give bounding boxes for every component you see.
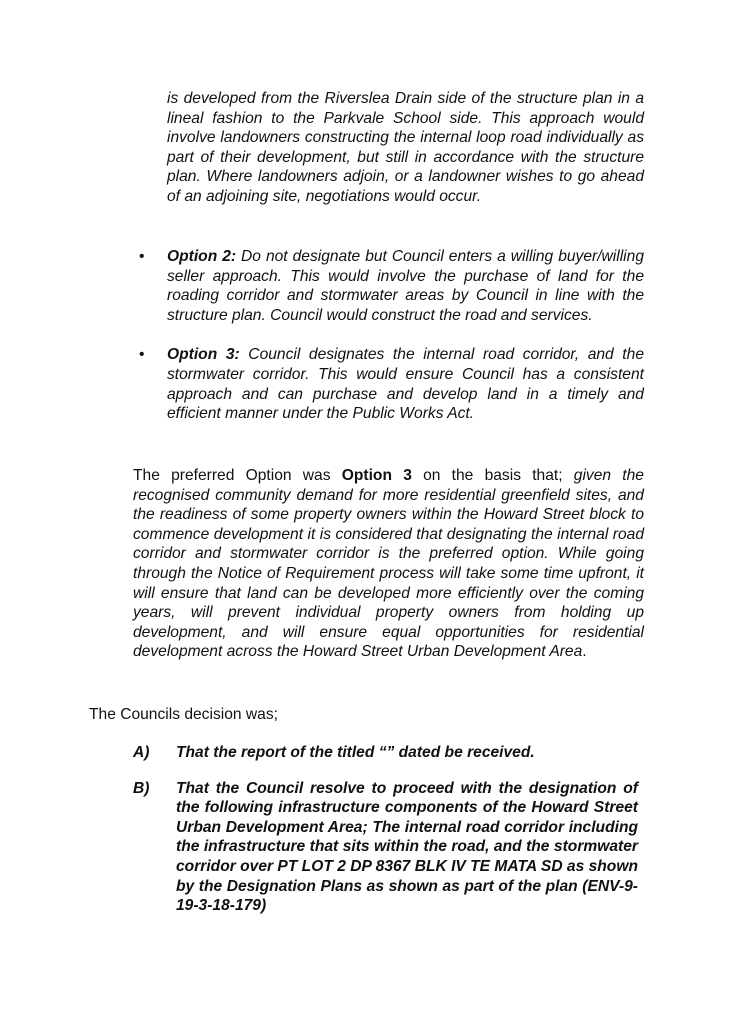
option-3-text: Council designates the internal road corridor, and the stormwater corridor. This would ensure Council has a consistent approach and can purchase and develop land in a timely and efficient manner under the Public Works Act. [167, 346, 644, 423]
preferred-mid: on the basis that; [411, 467, 574, 484]
option-3-label: Option 3: [167, 346, 240, 364]
resolution-b-text: That the Council resolve to proceed with the designation of the following infrastructure components of the Howard Street Urban Development Area; The internal road corridor including the infrastructure that sits within the road, and the stormwater corridor over PT LOT 2 DP 8367 BLK IV TE MATA SD as shown by the Designation Plans as shown as part of the plan (ENV-9-19-3-18-179) [176, 779, 638, 915]
bullet-icon: • [139, 248, 145, 265]
options-list [133, 247, 644, 444]
preferred-lead: The preferred Option was [133, 467, 342, 484]
option-2-item [133, 247, 644, 325]
preferred-rationale: given the recognised community demand for more residential greenfield sites, and the readiness of some property owners within the Howard Street block to commence development it is considered that designating the internal road corridor and stormwater corridor is the preferred option. While going through the Notice of Requirement process will take some time upfront, it will ensure that land can be developed more efficiently over the coming years, will prevent individual property owners from holding up development, and will ensure equal opportunities for residential development across the Howard Street Urban Development Area [133, 467, 644, 661]
resolution-a [133, 743, 638, 763]
intro-paragraph: is developed from the Riverslea Drain side of the structure plan in a lineal fashion to the Parkvale School side. This approach would involve landowners constructing the internal loop road individually as part of their development, but still in accordance with the structure plan. Where landowners adjoin, or a landowner wishes to go ahead of an adjoining site, negotiations would occur. [167, 90, 644, 205]
option-2-label: Option 2: [167, 248, 237, 265]
bullet-icon: • [139, 346, 145, 364]
resolutions-list [133, 743, 638, 932]
resolution-a-text: That the report of the titled “” dated be received. [176, 744, 535, 761]
option-2-text: Do not designate but Council enters a willing buyer/willing seller approach. This would involve the purchase of land for the roading corridor and stormwater areas by Council in line with the structure plan. Council would construct the road and services. [167, 248, 644, 324]
preferred-end: . [582, 643, 587, 661]
resolution-b-letter: B) [133, 779, 150, 797]
resolution-b [133, 779, 638, 916]
preferred-option-name: Option 3 [341, 467, 412, 484]
preferred-option-paragraph [133, 466, 644, 662]
option-3-item [133, 345, 644, 423]
resolution-a-letter: A) [133, 744, 150, 761]
decision-intro: The Councils decision was; [89, 706, 278, 723]
